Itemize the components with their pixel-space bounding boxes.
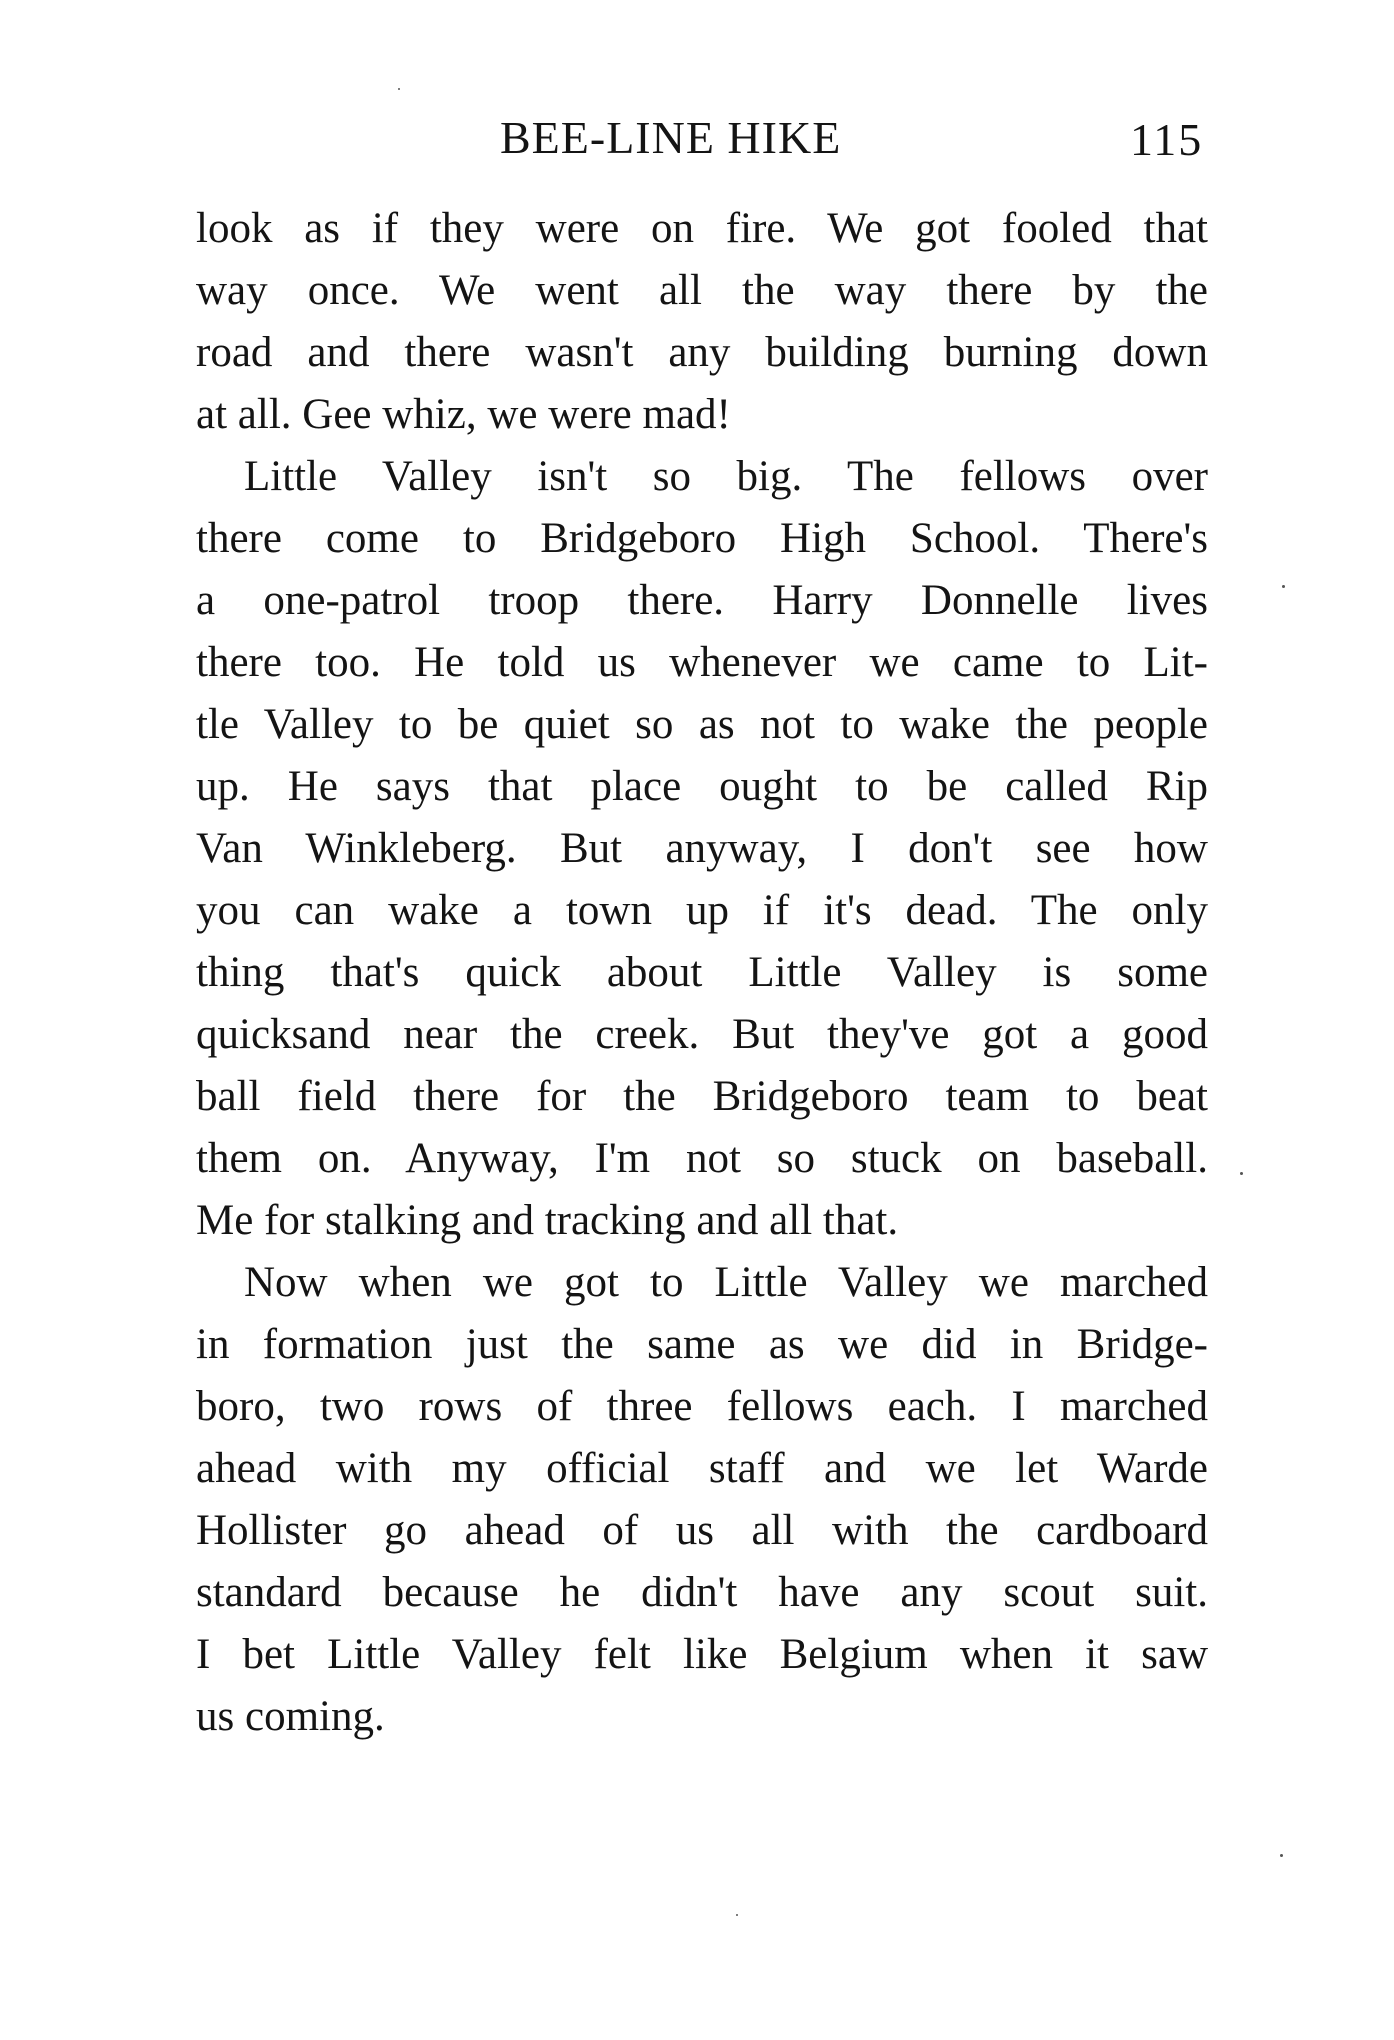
text-line: a one-patrol troop there. Harry Donnelle lives [196,577,1208,624]
text-line: way once. We went all the way there by the [196,267,1208,314]
text-line: ahead with my official staff and we let Warde [196,1445,1208,1492]
scan-speck [1240,1172,1243,1175]
text-line: them on. Anyway, I'm not so stuck on baseball. [196,1135,1208,1182]
text-line: standard because he didn't have any scout suit. [196,1569,1208,1616]
paragraph-2 [196,446,1208,1252]
text-line: Me for stalking and tracking and all that. [196,1197,899,1244]
scan-speck [1280,1854,1283,1857]
scan-speck [736,1914,738,1916]
scan-speck [398,88,400,90]
text-line: road and there wasn't any building burning down [196,329,1208,376]
text-line: I bet Little Valley felt like Belgium when it saw [196,1631,1208,1678]
text-line: there too. He told us whenever we came to Lit- [196,639,1208,686]
text-line: quicksand near the creek. But they've got a good [196,1011,1208,1058]
text-line: Van Winkleberg. But anyway, I don't see how [196,825,1208,872]
running-head [0,108,1394,168]
text-line: Hollister go ahead of us all with the cardboard [196,1507,1208,1554]
text-line: there come to Bridgeboro High School. There's [196,515,1208,562]
body-text [196,198,1208,1748]
page-number: 115 [1130,114,1204,165]
text-line: in formation just the same as we did in Bridge- [196,1321,1208,1368]
text-line: Now when we got to Little Valley we marched [244,1259,1208,1306]
text-line: Little Valley isn't so big. The fellows over [244,453,1208,500]
text-line: up. He says that place ought to be called Rip [196,763,1208,810]
text-line: boro, two rows of three fellows each. I marched [196,1383,1208,1430]
text-line: at all. Gee whiz, we were mad! [196,391,731,438]
running-title: BEE-LINE HIKE [500,112,842,163]
text-line: tle Valley to be quiet so as not to wake the people [196,701,1208,748]
scan-speck [1282,585,1285,588]
text-line: us coming. [196,1693,385,1740]
paragraph-3 [196,1252,1208,1748]
text-line: thing that's quick about Little Valley is some [196,949,1208,996]
text-line: ball field there for the Bridgeboro team to beat [196,1073,1208,1120]
text-line: look as if they were on fire. We got fooled that [196,205,1208,252]
paragraph-1 [196,198,1208,446]
text-line: you can wake a town up if it's dead. The only [196,887,1208,934]
